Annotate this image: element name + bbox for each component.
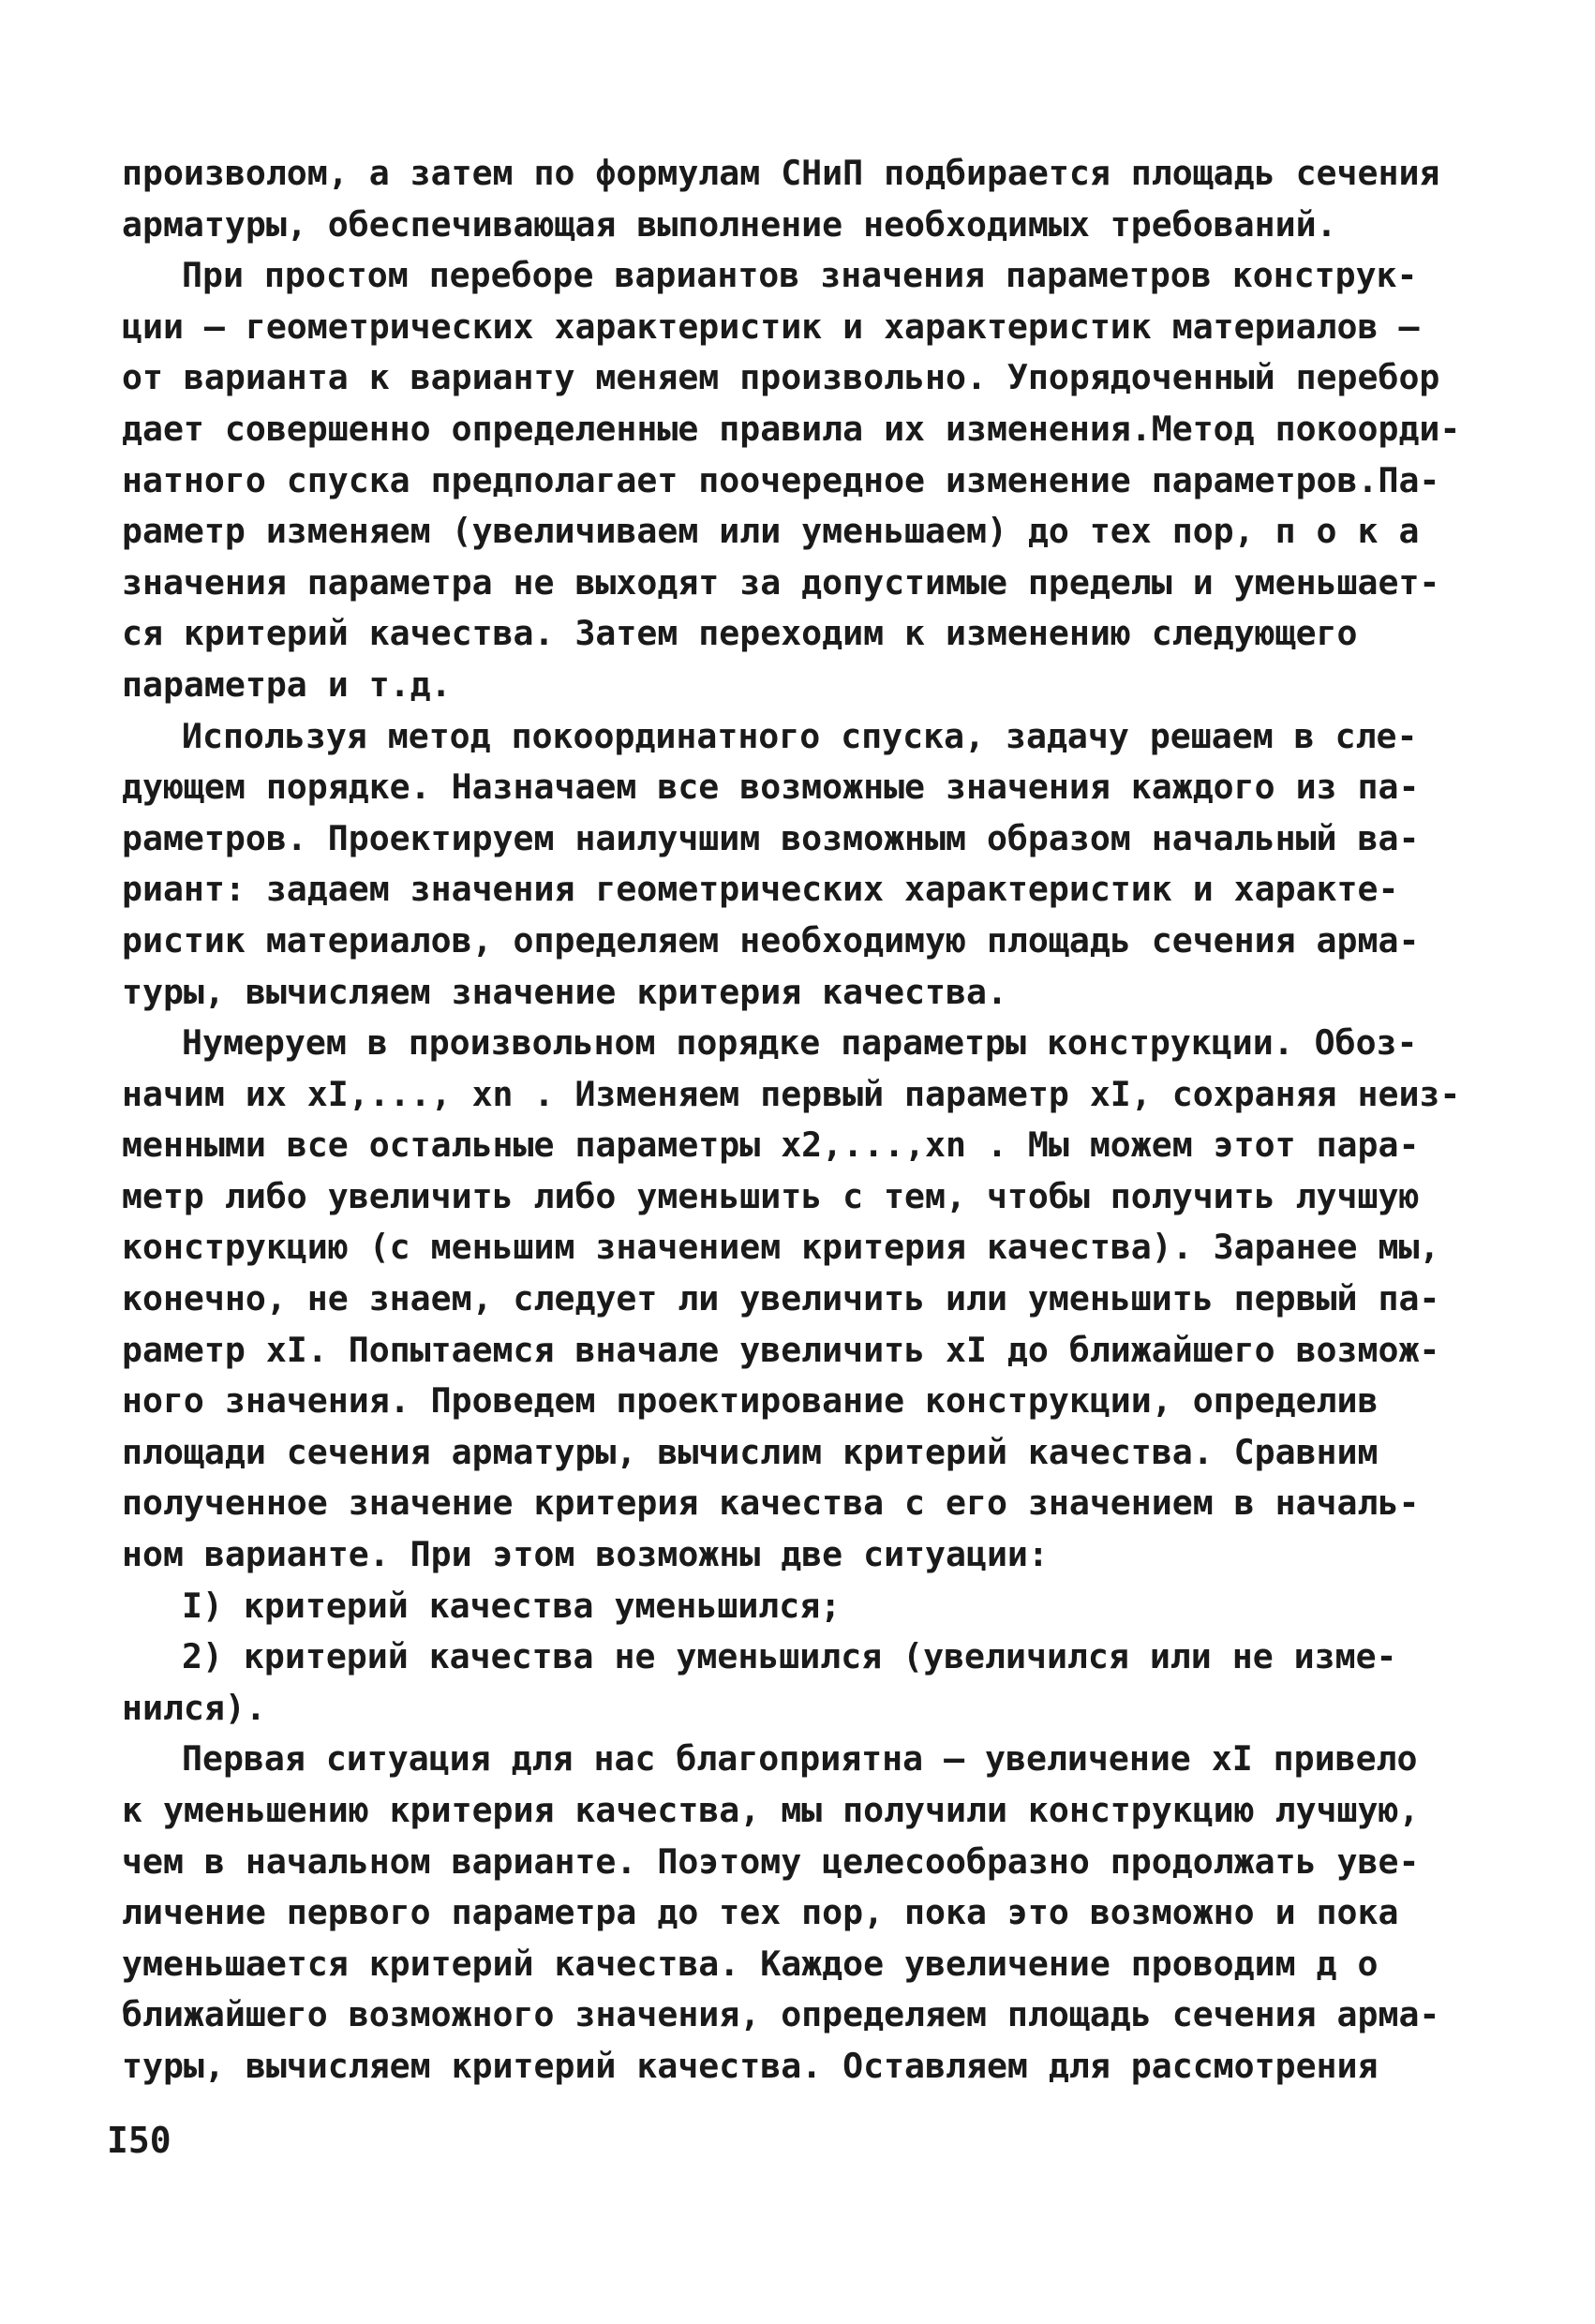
text-line: от варианта к варианту меняем произвольно. Упорядоченный перебор xyxy=(122,357,1440,398)
text-line: Используя метод покоординатного спуска, задачу решаем в сле- xyxy=(182,715,1418,756)
paragraph xyxy=(122,1581,1490,1632)
text-line: раметров. Проектируем наилучшим возможным образом начальный ва- xyxy=(122,817,1420,858)
text-line: туры, вычисляем критерий качества. Оставляем для рассмотрения xyxy=(122,2045,1379,2086)
text-line: чем в начальном варианте. Поэтому целесообразно продолжать уве- xyxy=(122,1840,1420,1882)
text-line: значения параметра не выходят за допустимые пределы и уменьшает- xyxy=(122,561,1440,603)
text-line: площади сечения арматуры, вычислим критерий качества. Сравним xyxy=(122,1431,1379,1472)
paragraph xyxy=(122,250,1490,710)
paragraph xyxy=(122,711,1490,1019)
text-line: конструкцию (с меньшим значением критерия качества). Заранее мы, xyxy=(122,1227,1440,1268)
text-line: полученное значение критерия качества с его значением в началь- xyxy=(122,1482,1420,1524)
text-line: конечно, не знаем, следует ли увеличить или уменьшить первый па- xyxy=(122,1278,1440,1319)
body-text xyxy=(122,148,1490,2093)
text-line: уменьшается критерий качества. Каждое увеличение проводим д о xyxy=(122,1943,1379,1984)
text-line: риант: задаем значения геометрических характеристик и характе- xyxy=(122,869,1399,910)
text-line: ся критерий качества. Затем переходим к изменению следующего xyxy=(122,613,1358,654)
text-line: ции – геометрических характеристик и характеристик материалов – xyxy=(122,305,1420,347)
text-line: к уменьшению критерия качества, мы получили конструкцию лучшую, xyxy=(122,1790,1420,1830)
text-line: метр либо увеличить либо уменьшить с тем, чтобы получить лучшую xyxy=(122,1175,1420,1216)
text-line: произволом, а затем по формулам СНиП подбирается площадь сечения xyxy=(122,153,1440,193)
paragraph xyxy=(122,148,1490,250)
text-line: туры, вычисляем значение критерия качества. xyxy=(122,971,1007,1012)
paragraph xyxy=(122,1631,1490,1734)
paragraph xyxy=(122,1734,1490,2092)
text-line: раметр xI. Попытаемся вначале увеличить xI до ближайшего возмож- xyxy=(122,1329,1440,1370)
text-line: натного спуска предполагает поочередное изменение параметров.Па- xyxy=(122,459,1440,500)
text-line: параметра и т.д. xyxy=(122,663,452,705)
text-line: I) критерий качества уменьшился; xyxy=(182,1585,842,1626)
text-line: Первая ситуация для нас благоприятна – увеличение xI привело xyxy=(182,1738,1418,1780)
text-line: дующем порядке. Назначаем все возможные значения каждого из па- xyxy=(122,767,1420,808)
text-line: ном варианте. При этом возможны две ситуации: xyxy=(122,1534,1049,1575)
text-line: Нумеруем в произвольном порядке параметры конструкции. Обоз- xyxy=(182,1022,1418,1064)
text-line: ближайшего возможного значения, определяем площадь сечения арма- xyxy=(122,1994,1440,2035)
text-line: менными все остальные параметры x2,...,xn . Мы можем этот пара- xyxy=(122,1125,1420,1166)
paragraph xyxy=(122,1018,1490,1581)
text-line: При простом переборе вариантов значения параметров конструк- xyxy=(182,255,1418,296)
text-line: арматуры, обеспечивающая выполнение необходимых требований. xyxy=(122,203,1337,245)
text-line: нился). xyxy=(122,1687,266,1728)
text-line: ристик материалов, определяем необходимую площадь сечения арма- xyxy=(122,919,1420,961)
text-line: дает совершенно определенные правила их изменения.Метод покоорди- xyxy=(122,408,1461,449)
text-line: ного значения. Проведем проектирование конструкции, определив xyxy=(122,1380,1379,1422)
text-line: 2) критерий качества не уменьшился (увеличился или не изме- xyxy=(182,1636,1397,1677)
text-line: раметр изменяем (увеличиваем или уменьшаем) до тех пор, п о к а xyxy=(122,511,1420,552)
text-line: личение первого параметра до тех пор, пока это возможно и пока xyxy=(122,1892,1399,1933)
text-line: начим их xI,..., xn . Изменяем первый параметр xI, сохраняя неиз- xyxy=(122,1073,1461,1114)
page-number: I50 xyxy=(107,2120,171,2161)
